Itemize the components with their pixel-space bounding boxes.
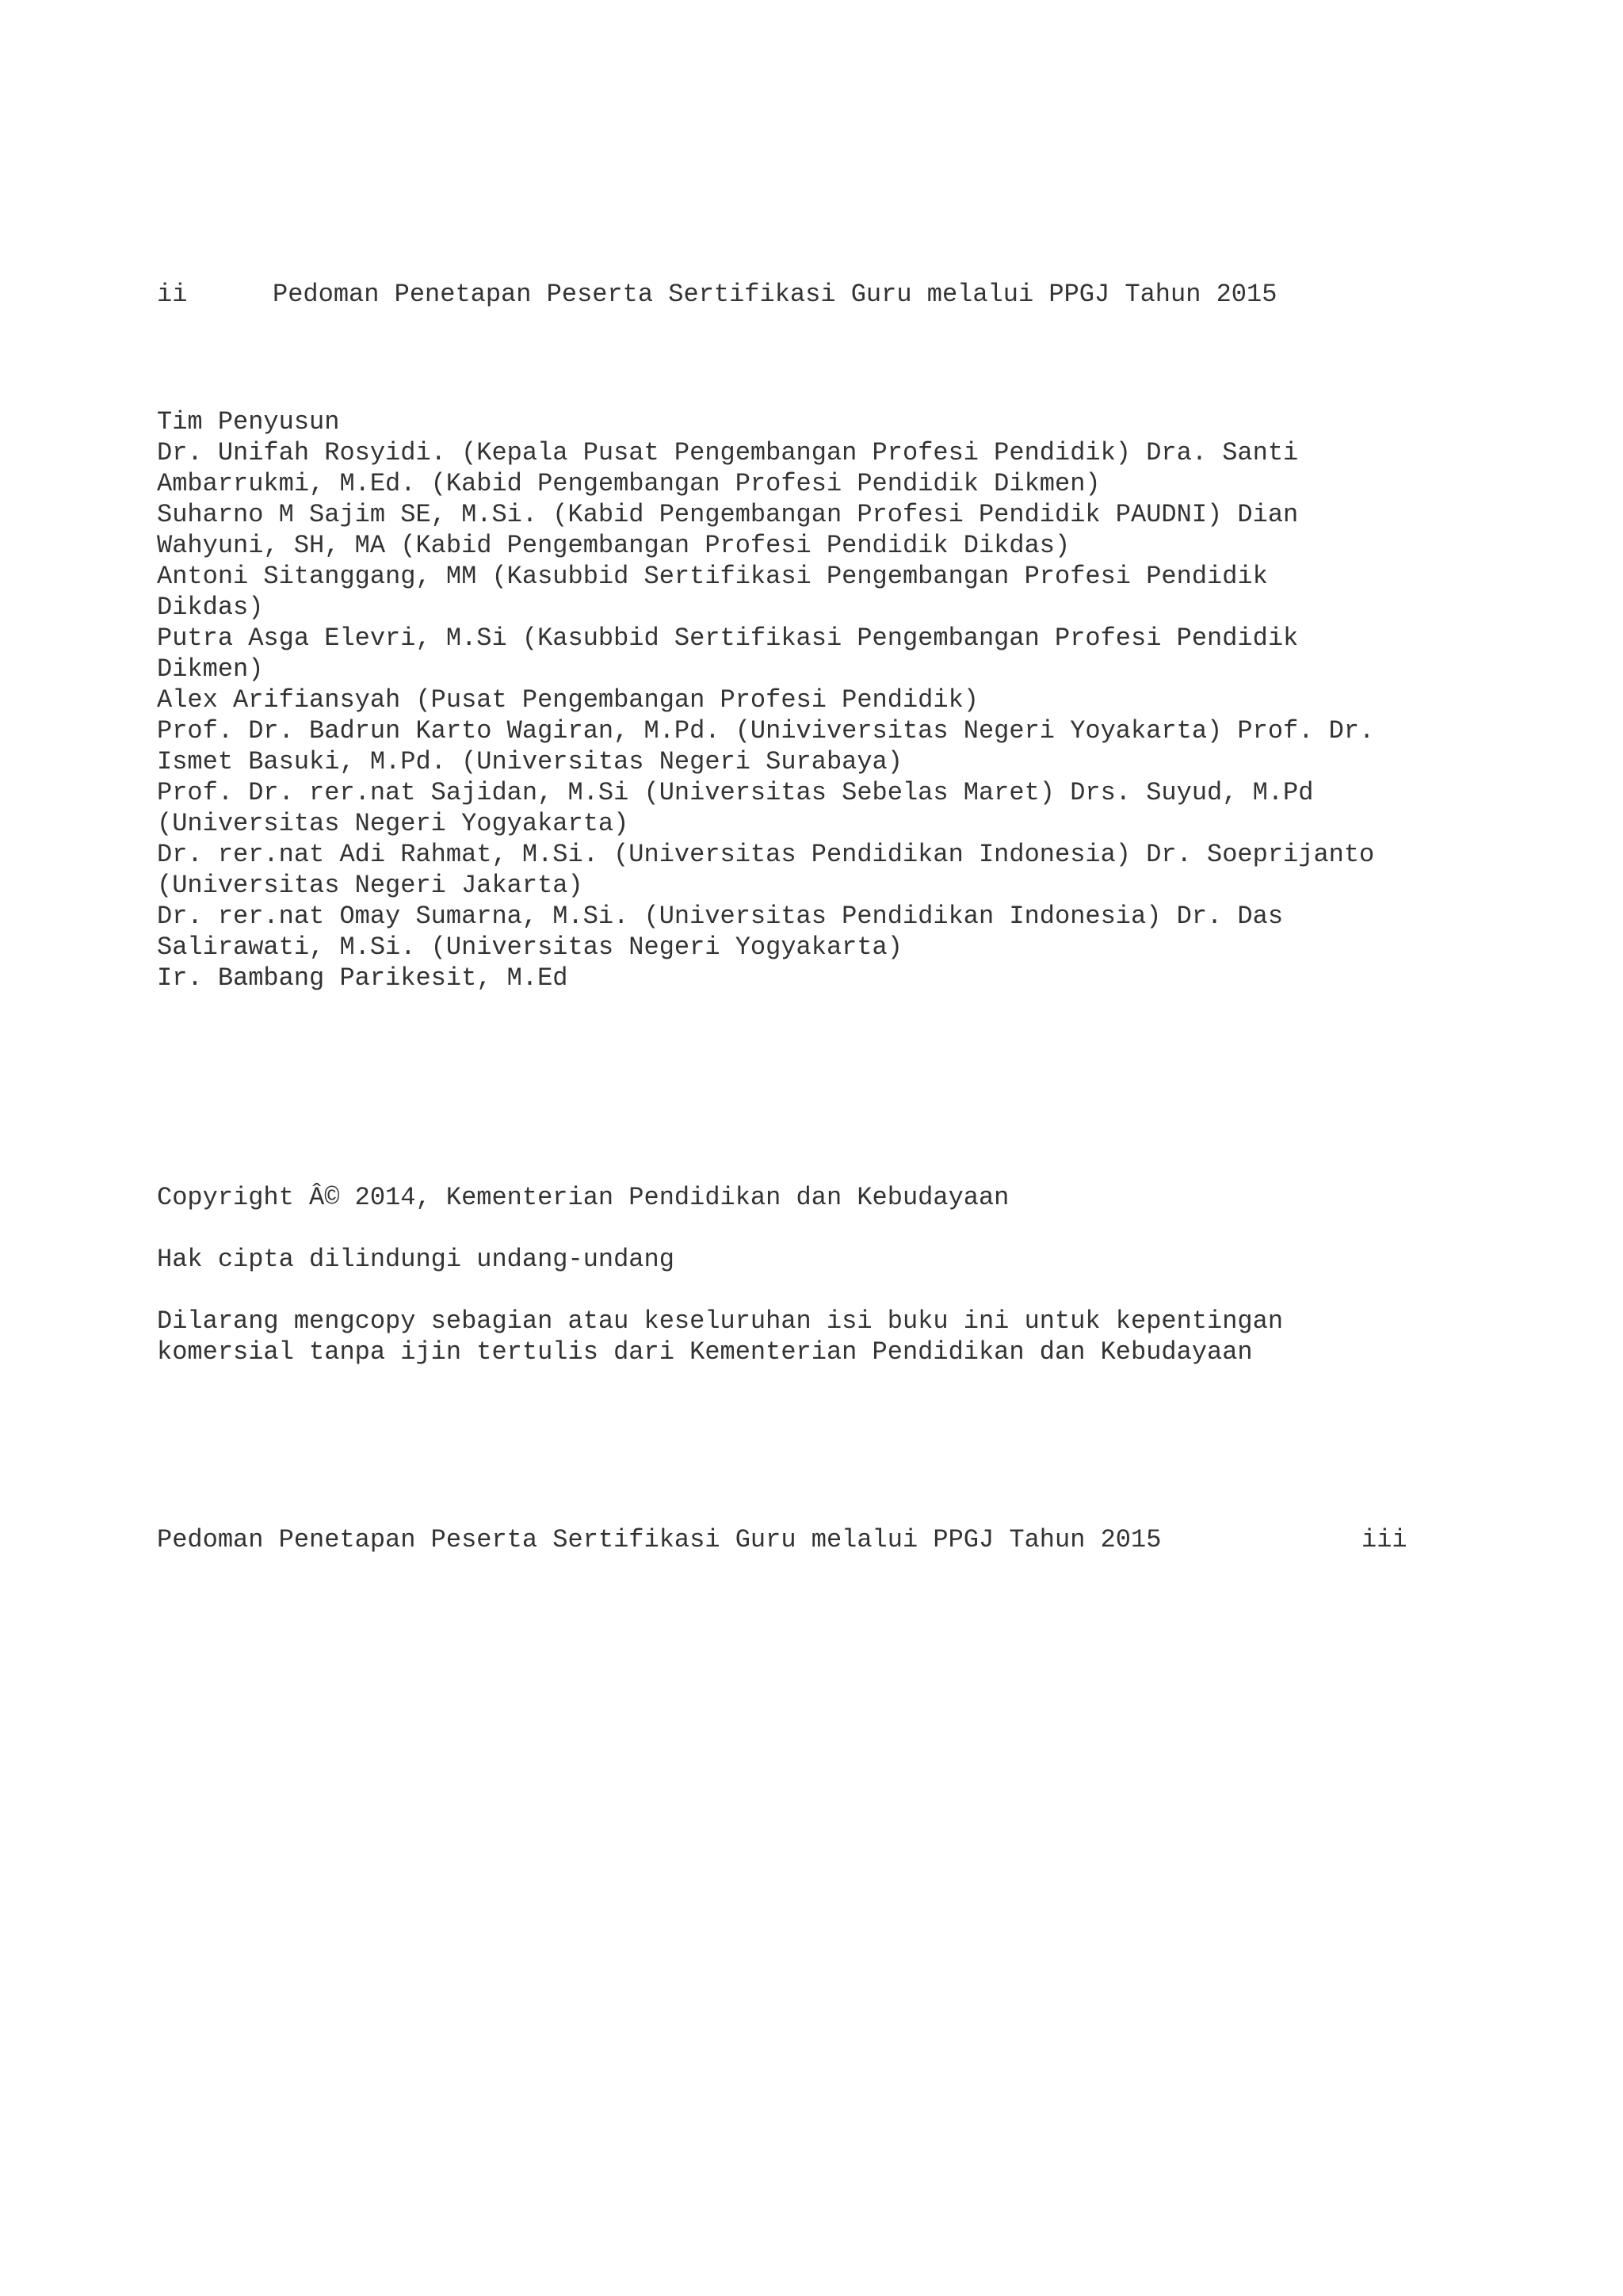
credits-line: Salirawati, M.Si. (Universitas Negeri Yogyakarta) [157, 933, 903, 962]
credits-line: Ir. Bambang Parikesit, M.Ed [157, 963, 568, 993]
credits-line: Putra Asga Elevri, M.Si (Kasubbid Sertifikasi Pengembangan Profesi Pendidik [157, 624, 1299, 653]
credits-line: Antoni Sitanggang, MM (Kasubbid Sertifikasi Pengembangan Profesi Pendidik [157, 562, 1268, 591]
credits-line: Alex Arifiansyah (Pusat Pengembangan Profesi Pendidik) [157, 685, 979, 715]
page-number: ii [157, 280, 188, 309]
credits-line: Dr. Unifah Rosyidi. (Kepala Pusat Pengembangan Profesi Pendidik) Dra. Santi [157, 438, 1299, 467]
restriction-line: komersial tanpa ijin tertulis dari Kementerian Pendidikan dan Kebudayaan [157, 1337, 1253, 1367]
rights-notice: Hak cipta dilindungi undang-undang [157, 1245, 674, 1274]
credits-line: Suharno M Sajim SE, M.Si. (Kabid Pengembangan Profesi Pendidik PAUDNI) Dian [157, 500, 1299, 529]
credits-heading: Tim Penyusun [157, 407, 340, 437]
credits-line: Wahyuni, SH, MA (Kabid Pengembangan Profesi Pendidik Dikdas) [157, 531, 1071, 560]
restriction-line: Dilarang mengcopy sebagian atau keseluruhan isi buku ini untuk kepentingan [157, 1306, 1284, 1336]
copyright-notice: Copyright Â© 2014, Kementerian Pendidikan dan Kebudayaan [157, 1183, 1010, 1212]
credits-line: Ambarrukmi, M.Ed. (Kabid Pengembangan Profesi Pendidik Dikmen) [157, 469, 1101, 498]
copyright-section [157, 1182, 1283, 1367]
credits-line: Dr. rer.nat Adi Rahmat, M.Si. (Universitas Pendidikan Indonesia) Dr. Soeprijanto [157, 840, 1375, 869]
credits-line: Ismet Basuki, M.Pd. (Universitas Negeri Surabaya) [157, 747, 903, 776]
credits-line: (Universitas Negeri Yogyakarta) [157, 809, 629, 838]
footer-page-number: iii [1361, 1525, 1407, 1554]
running-title: Pedoman Penetapan Peserta Sertifikasi Guru melalui PPGJ Tahun 2015 [273, 280, 1277, 309]
credits-line: Prof. Dr. rer.nat Sajidan, M.Si (Universitas Sebelas Maret) Drs. Suyud, M.Pd [157, 778, 1314, 807]
page-footer [157, 1524, 1407, 1555]
page-header [157, 279, 1277, 310]
credits-line: Dikdas) [157, 593, 264, 622]
credits-line: Dikmen) [157, 654, 264, 684]
credits-line: Prof. Dr. Badrun Karto Wagiran, M.Pd. (Univiversitas Negeri Yoyakarta) Prof. Dr. [157, 716, 1375, 746]
credits-section [157, 406, 1520, 994]
credits-line: (Universitas Negeri Jakarta) [157, 871, 583, 900]
credits-line: Dr. rer.nat Omay Sumarna, M.Si. (Universitas Pendidikan Indonesia) Dr. Das [157, 902, 1284, 931]
footer-title: Pedoman Penetapan Peserta Sertifikasi Guru melalui PPGJ Tahun 2015 [157, 1525, 1162, 1554]
